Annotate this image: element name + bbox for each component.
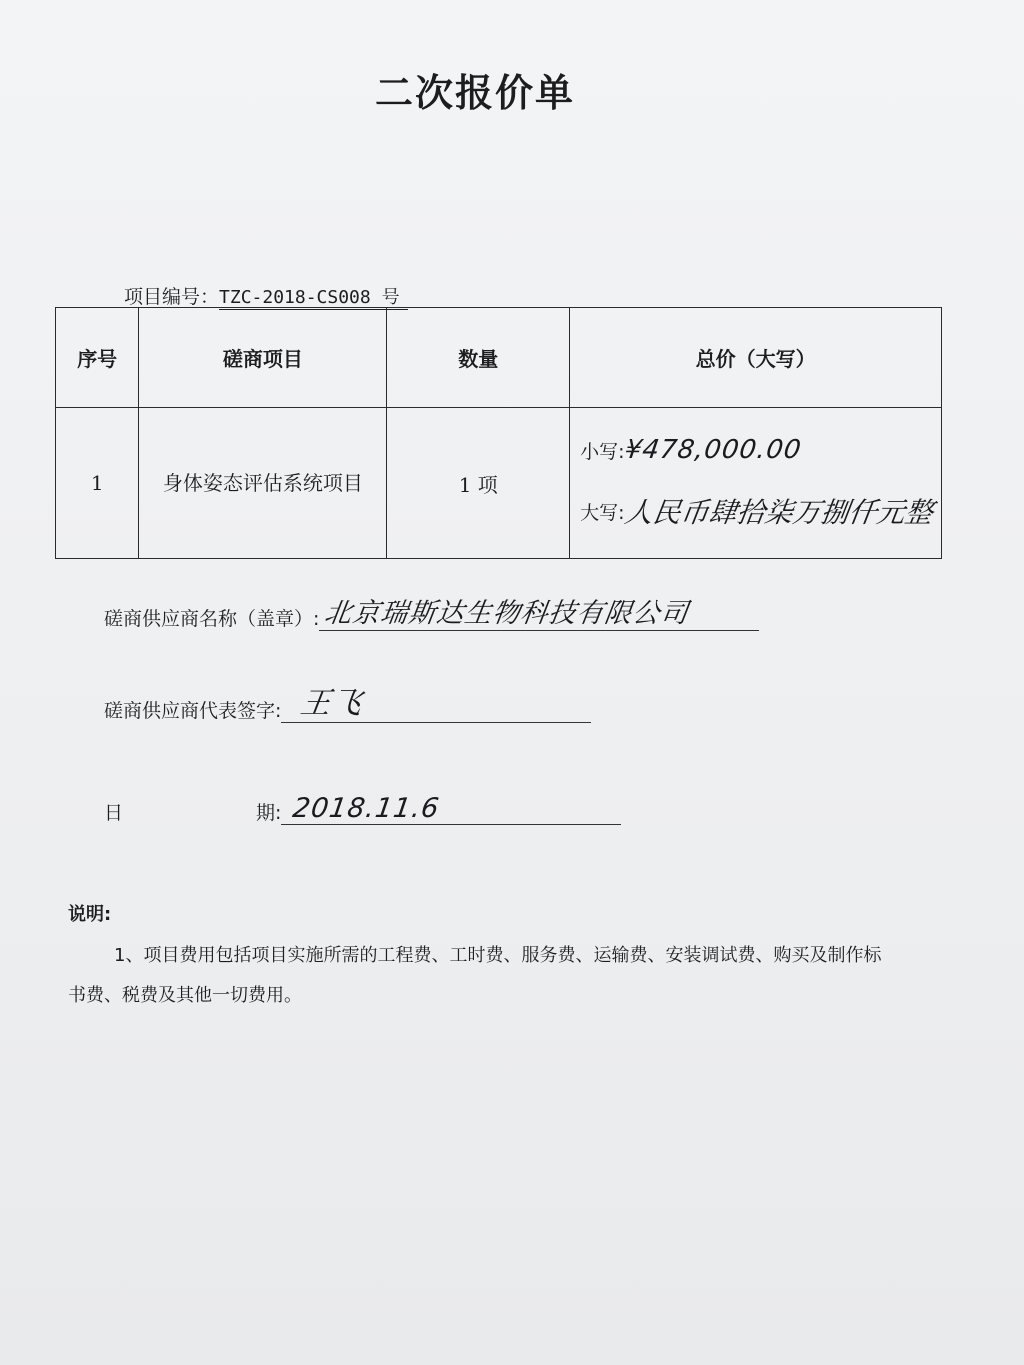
notes-title: 说明: xyxy=(68,904,112,925)
supplier-name-label: 磋商供应商名称（盖章）: xyxy=(104,608,320,630)
date-row xyxy=(104,793,621,825)
date-label-b: 期: xyxy=(256,802,282,824)
cell-quantity: 1 项 xyxy=(387,408,570,559)
supplier-name-value: 北京瑞斯达生物科技有限公司 xyxy=(322,598,692,629)
cell-item xyxy=(139,408,387,559)
project-number-label: 项目编号： xyxy=(124,286,220,308)
cell-total xyxy=(570,408,942,559)
header-index: 序号 xyxy=(56,308,139,408)
representative-signature: 王飞 xyxy=(298,686,366,721)
table-header-row xyxy=(56,308,942,408)
price-big-value: 人民币肆拾柒万捌仟元整 xyxy=(622,496,935,529)
price-big-row xyxy=(580,491,940,531)
date-value: 2018.11.6 xyxy=(291,793,443,824)
header-total: 总价（大写） xyxy=(570,308,942,408)
representative-row xyxy=(104,686,591,723)
table-row xyxy=(56,408,942,559)
header-quantity: 数量 xyxy=(387,308,570,408)
cell-index: 1 xyxy=(56,408,139,559)
price-small-row xyxy=(580,435,940,465)
price-big-label: 大写: xyxy=(580,501,625,524)
item-name: 身体姿态评估系统项目 xyxy=(162,471,363,495)
price-small-value: ¥478,000.00 xyxy=(622,435,804,465)
quote-table xyxy=(55,307,942,559)
header-item: 磋商项目 xyxy=(139,308,387,408)
project-number-value: TZC-2018-CS008 号 xyxy=(219,283,408,310)
document-title: 二次报价单 xyxy=(374,71,575,115)
supplier-name-row xyxy=(104,600,759,631)
date-label-a: 日 xyxy=(104,802,124,824)
supplier-name-line xyxy=(319,600,759,631)
project-number-row xyxy=(124,282,408,310)
representative-line xyxy=(281,686,591,723)
notes-body: 1、项目费用包括项目实施所需的工程费、工时费、服务费、运输费、安装调试费、购买及制作标书费、税费及其他一切费用。 xyxy=(68,945,882,1006)
representative-label: 磋商供应商代表签字: xyxy=(104,700,282,722)
date-line xyxy=(281,793,621,825)
price-small-label: 小写: xyxy=(580,440,625,463)
